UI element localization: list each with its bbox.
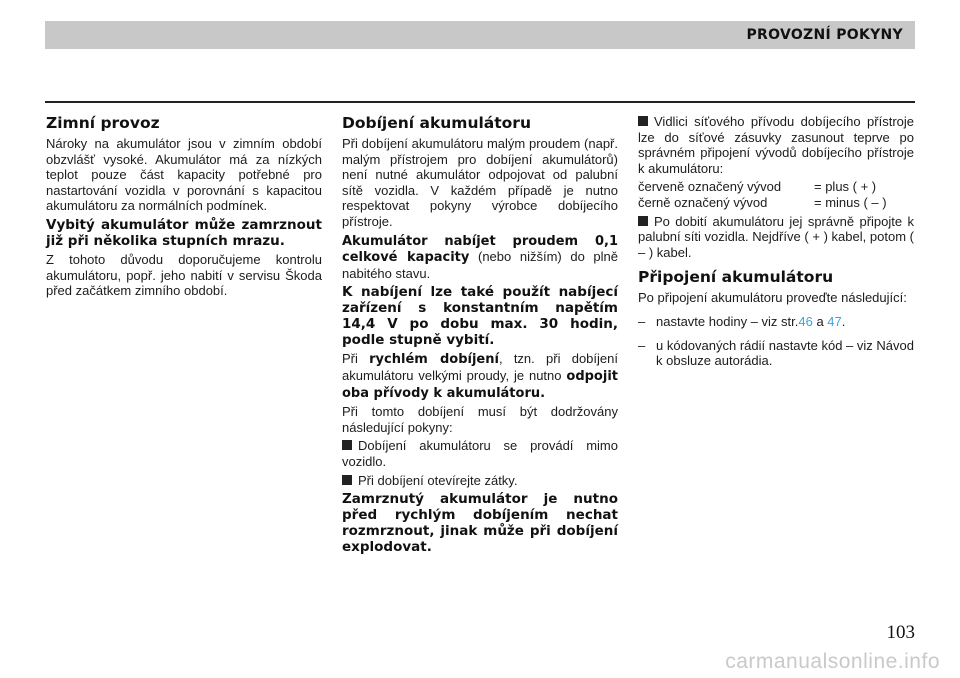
heading-battery-connection: Připojení akumulátoru <box>638 268 834 287</box>
section-title: PROVOZNÍ POKYNY <box>746 27 903 43</box>
bullet-item <box>342 438 618 469</box>
page-number: 103 <box>886 622 915 643</box>
terminal-row-red <box>638 179 914 195</box>
section-divider <box>45 101 915 103</box>
square-bullet-icon <box>638 116 648 126</box>
bold-text: rychlém dobíjení <box>369 352 499 368</box>
bullet-text: Dobíjení akumulátoru se provádí mimo vozidlo. <box>342 438 618 469</box>
bullet-text: Při dobíjení otevírejte zátky. <box>358 472 518 488</box>
square-bullet-icon <box>342 440 352 450</box>
terminal-value: = minus ( – ) <box>814 194 887 210</box>
text: a <box>812 313 828 329</box>
text: , tzn. při dobíjení akumulátoru velkými proudy, je nutno <box>342 351 618 383</box>
dash-marker: – <box>638 337 646 353</box>
paragraph: Z tohoto důvodu doporučujeme kontrolu akumulátoru, popř. jeho nabití v servisu Škoda před začátkem zimního období. <box>46 251 322 299</box>
list-item-text <box>656 314 845 330</box>
square-bullet-icon <box>638 216 648 226</box>
watermark: carmanualsonline.info <box>725 650 940 673</box>
heading-winter-operation: Zimní provoz <box>46 114 160 132</box>
bullet-item <box>638 214 914 261</box>
paragraph <box>342 351 618 401</box>
column-winter-operation <box>46 114 322 302</box>
text: (nebo nižším) do plně nabitého stavu. <box>342 249 618 281</box>
text: nastavte hodiny – viz str. <box>656 313 799 329</box>
list-item <box>638 338 914 369</box>
bullet-text: Vidlici síťového přívodu dobíjecího přístroje lze do síťové zásuvky zasunout teprve po správném připojení vývodů dobíjecího přístroje k akumulátoru: <box>638 114 914 176</box>
terminal-value: = plus ( + ) <box>814 179 877 195</box>
bold-text: odpojit oba přívody k akumulátoru. <box>342 368 618 401</box>
paragraph: Při dobíjení akumulátoru malým proudem (např. malým přístrojem pro dobíjení akumulátorů) není nutné akumulátor odpojovat od palubní sítě vozidla. V každém případě je nutno respektovat pokyny výrobce dobíjecího přístroje. <box>342 136 618 229</box>
warning-text: Vybitý akumulátor může zamrznout již při několika stupních mrazu. <box>46 216 322 249</box>
column-battery-charging <box>342 114 618 558</box>
bullet-text: Po dobití akumulátoru jej správně připojte k palubní síti vozidla. Nejdříve ( + ) kabel, potom ( – ) kabel. <box>638 213 914 260</box>
paragraph: Při tomto dobíjení musí být dodržovány následující pokyny: <box>342 404 618 435</box>
column-battery-connection <box>638 114 914 369</box>
bullet-item <box>342 473 618 489</box>
header-bar <box>45 21 915 49</box>
paragraph <box>342 233 618 282</box>
list-item-text: u kódovaných rádií nastavte kód – viz Návod k obsluze autorádia. <box>656 337 914 369</box>
paragraph: Po připojení akumulátoru proveďte následující: <box>638 290 907 306</box>
warning-text: Zamrznutý akumulátor je nutno před rychlým dobíjením nechat rozmrznout, jinak může při dobíjení explodovat. <box>342 491 618 556</box>
square-bullet-icon <box>342 475 352 485</box>
bold-text: Akumulátor nabíjet proudem 0,1 celkové kapacity <box>342 233 618 266</box>
terminal-label: černě označený vývod <box>638 194 768 210</box>
page-link-46[interactable]: 46 <box>798 313 813 329</box>
page-link-47[interactable]: 47 <box>827 313 842 329</box>
terminal-row-black <box>638 195 914 211</box>
text: . <box>841 313 846 329</box>
bullet-item <box>638 114 914 176</box>
heading-battery-charging: Dobíjení akumulátoru <box>342 114 531 132</box>
text: Při <box>342 351 370 367</box>
list-item <box>638 314 914 330</box>
bold-paragraph: K nabíjení lze také použít nabíjecí zařízení s konstantním napětím 14,4 V po dobu max. 30 hodin, podle stupně vybití. <box>342 284 618 349</box>
dash-marker: – <box>638 313 646 329</box>
paragraph: Nároky na akumulátor jsou v zimním období obzvlášť vysoké. Akumulátor má za nízkých teplot pouze část kapacity potřebné pro nastartování vozidla v porovnání s kapacitou akumulátoru za normálních podmínek. <box>46 136 322 214</box>
terminal-label: červeně označený vývod <box>638 179 782 195</box>
